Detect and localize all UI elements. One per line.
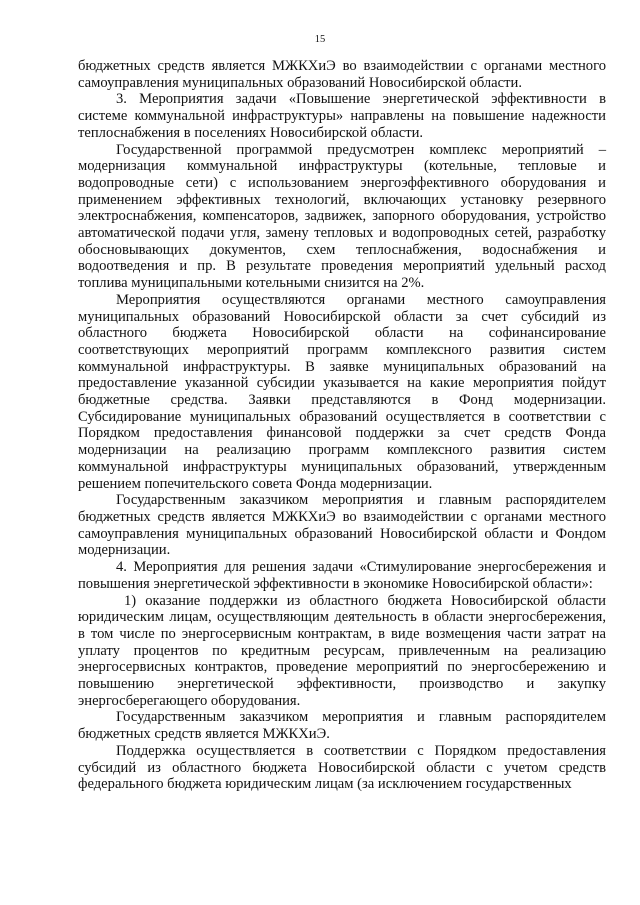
document-body	[78, 58, 606, 793]
paragraph: Мероприятия осуществляются органами местного самоуправления муниципальных образований Новосибирской области за счет субсидий из областного бюджета Новосибирской области на софинансирование соответствующих мероприятий программ комплексного развития систем коммунальной инфраструктуры. В заявке муниципальных образований на предоставление указанной субсидии указывается на какие мероприятия пойдут бюджетные средства. Заявки представляются в Фонд модернизации. Субсидирование муниципальных образований осуществляется в соответствии с Порядком предоставления финансовой поддержки за счет средств Фонда модернизации на реализацию программ комплексного развития систем коммунальной инфраструктуры муниципальных образований, утвержденным решением попечительского совета Фонда модернизации.	[78, 291, 606, 492]
paragraph: 3. Мероприятия задачи «Повышение энергетической эффективности в системе коммунальной инфраструктуры» направлены на повышение надежности теплоснабжения в поселениях Новосибирской области.	[78, 91, 606, 141]
paragraph: Поддержка осуществляется в соответствии с Порядком предоставления субсидий из областного бюджета Новосибирской области с учетом средств федерального бюджета юридическим лицам (за исключением государственных	[78, 742, 606, 793]
paragraph: Государственным заказчиком мероприятия и главным распорядителем бюджетных средств является МЖКХиЭ.	[78, 709, 606, 743]
paragraph: 4. Мероприятия для решения задачи «Стимулирование энергосбережения и повышения энергетической эффективности в экономике Новосибирской области»:	[78, 559, 606, 592]
page-number: 15	[314, 34, 326, 45]
paragraph: Государственной программой предусмотрен комплекс мероприятий – модернизация коммунальной инфраструктуры (котельные, тепловые и водопроводные сети) с использованием энергоэффективного оборудования и применением эффективных технологий, включающих установку резервного электроснабжения, компенсаторов, задвижек, запорного оборудования, устройство автоматической подачи угля, замену тепловых и водопроводных сетей, разработку обосновывающих документов, схем теплоснабжения, водоснабжения и водоотведения и пр. В результате проведения мероприятий удельный расход топлива муниципальными котельными снизится на 2%.	[78, 141, 606, 292]
paragraph: Государственным заказчиком мероприятия и главным распорядителем бюджетных средств является МЖКХиЭ во взаимодействии с органами местного самоуправления муниципальных образований Новосибирской области и Фондом модернизации.	[78, 492, 606, 559]
paragraph: бюджетных средств является МЖКХиЭ во взаимодействии с органами местного самоуправления муниципальных образований Новосибирской области.	[78, 58, 606, 91]
list-item: 1) оказание поддержки из областного бюджета Новосибирской области юридическим лицам, осуществляющим деятельность в области энергосбережения, в том числе по энергосервисным контрактам, в виде возмещения части затрат на уплату процентов по кредитным ресурсам, привлеченным на реализацию энергосервисных контрактов, проведение мероприятий по энергосбережению и повышению энергетической эффективности, производство и закупку энергосберегающего оборудования.	[78, 592, 606, 709]
